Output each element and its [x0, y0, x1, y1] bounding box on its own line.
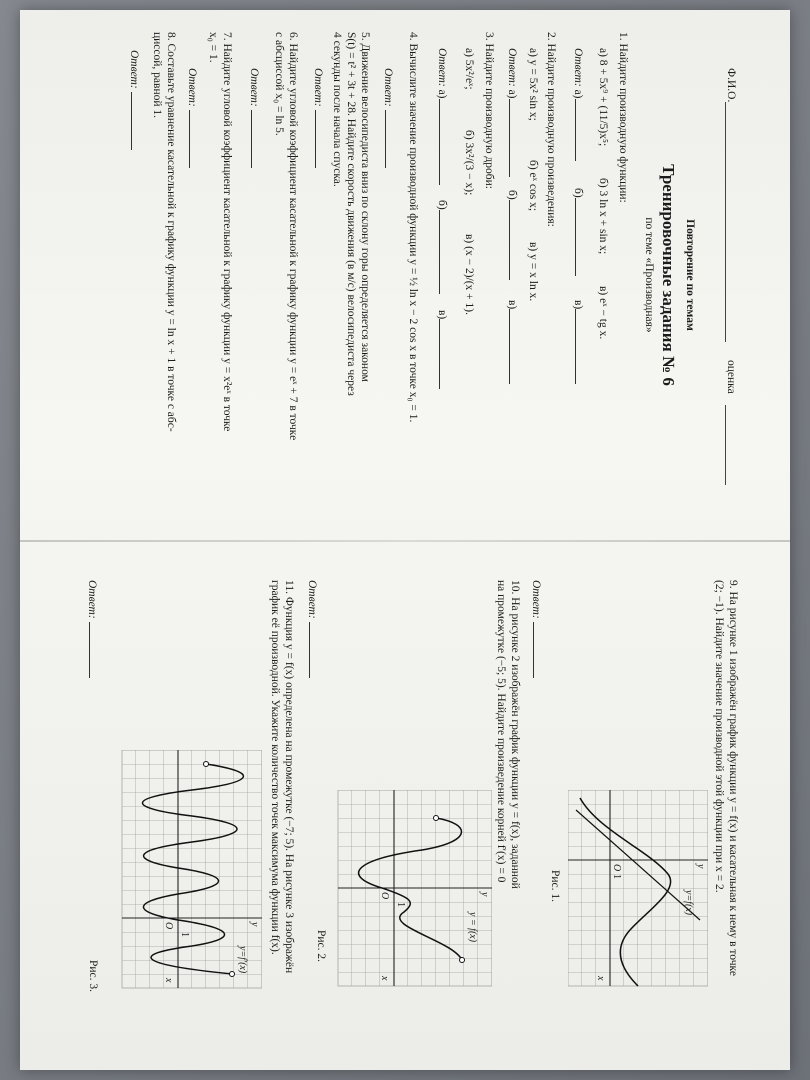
task2-blank-a[interactable] [509, 99, 520, 177]
fig2-x-label: x [379, 976, 390, 981]
task2-answer-label: Ответ: [506, 48, 518, 87]
figure-1-graph [568, 790, 708, 990]
subtitle-top: Повторение по темам [684, 219, 696, 331]
fig3-left-endpoint [204, 762, 209, 767]
task11-blank[interactable] [89, 622, 100, 678]
task9-answer-label: Ответ: [530, 580, 542, 619]
task3-answer-b: б) [436, 200, 448, 210]
task3-answer-c: в) [436, 310, 448, 320]
task3-blank-c[interactable] [439, 319, 450, 389]
task9-line1: 9. На рисунке 1 изображён график функции y = f(x) и касательная к нему в точке [727, 580, 739, 976]
task1-blank-a[interactable] [575, 99, 586, 161]
worksheet-paper [20, 10, 790, 1070]
task3-item-a: а) 5x²/eˣ; [463, 48, 475, 90]
fig2-left-endpoint [434, 816, 439, 821]
fig2-graph-label: y = f(x) [467, 912, 478, 943]
task1-answer-c: в) [572, 300, 584, 310]
figure-2-graph [337, 790, 492, 990]
fig1-one-label: 1 [611, 874, 622, 879]
fig3-y-label: y [249, 922, 260, 927]
fig3-origin-label: O [163, 922, 174, 930]
fig1-x-label: x [595, 976, 606, 981]
task9-blank[interactable] [533, 622, 544, 678]
task1-heading: 1. Найдите производную функции: [617, 32, 629, 203]
page-title: Тренировочные задания № 6 [659, 164, 678, 386]
task8-line1: 8. Составьте уравнение касательной к графику функции y = ln x + 1 в точке с абс- [165, 32, 177, 432]
task4-blank[interactable] [385, 110, 396, 168]
task11-answer-label: Ответ: [86, 580, 98, 619]
task5-blank[interactable] [315, 110, 326, 168]
task2-heading: 2. Найдите производную произведения: [545, 32, 557, 227]
task1-answer-label: Ответ: [572, 48, 584, 87]
grade-label: оценка [725, 360, 737, 394]
fig3-graph-label: y=f′(x) [237, 946, 248, 974]
task6-blank[interactable] [251, 110, 262, 168]
fig3-one-label: 1 [179, 932, 190, 937]
task1-answer-a: а) [572, 89, 584, 99]
figure-2-caption: Рис. 2. [315, 930, 327, 963]
task2-answer-b: б) [506, 190, 518, 200]
fig3-right-endpoint [230, 972, 235, 977]
task2-answer-c: в) [506, 300, 518, 310]
task6-answer-label: Ответ: [248, 68, 260, 107]
task11-line1: 11. Функция y = f(x) определена на промежутке (−7; 5). На рисунке 3 изображён [283, 580, 295, 974]
task9-line2: (2; −1). Найдите значение производной этой функции при x = 2. [713, 580, 725, 893]
task10-blank[interactable] [309, 622, 320, 678]
fig2-one-label: 1 [395, 902, 406, 907]
task2-item-c: в) y = x ln x. [527, 242, 539, 302]
task1-item-c: в) eˣ − tg x. [597, 286, 609, 340]
task3-answer-label: Ответ: [436, 48, 448, 87]
fig2-origin-label: O [379, 892, 390, 900]
figure-3-caption: Рис. 3. [87, 960, 99, 993]
fig2-right-endpoint [460, 958, 465, 963]
task8-line2: циссой, равной 1. [151, 32, 163, 119]
task2-item-b: б) eˣ cos x; [527, 160, 539, 212]
task3-blank-b[interactable] [439, 210, 450, 294]
worksheet-rotated [20, 10, 790, 1070]
task10-line2: на промежутке (−5; 5). Найдите произведение корней f′(x) = 0 [495, 580, 507, 883]
subtitle-topic: по теме «Производная» [643, 217, 655, 333]
figure-3-graph [112, 750, 262, 1000]
task2-item-a: а) y = 5x² sin x; [527, 48, 539, 121]
task2-blank-b[interactable] [509, 200, 520, 280]
fio-line[interactable] [725, 102, 726, 342]
grade-line[interactable] [725, 405, 726, 485]
task1-item-a: а) 8 + 5x⁹ + (11/5)x⁵; [597, 48, 609, 147]
task6-line1: 6. Найдите угловой коэффициент касательной к графику функции y = eˣ + 7 в точке [287, 32, 299, 441]
task10-answer-label: Ответ: [306, 580, 318, 619]
task5-answer-label: Ответ: [312, 68, 324, 107]
task3-answer-a: а) [436, 89, 448, 99]
task2-answer-a: а) [506, 89, 518, 99]
task6-line2: с абсциссой x₀ = ln 5. [273, 32, 285, 136]
task4-text: 4. Вычислите значение производной функции y = ½ ln x − 2 cos x в точке x₀ = 1. [407, 32, 419, 423]
task8-answer-label: Ответ: [128, 50, 140, 89]
task8-blank[interactable] [131, 92, 142, 150]
task1-answer-b: б) [572, 188, 584, 198]
task5-line3: 4 секунды после начала спуска. [331, 32, 343, 187]
fio-label: Ф.И.О. [725, 68, 737, 103]
fig3-x-label: x [163, 978, 174, 983]
task3-item-c: в) (x − 2)/(x + 1). [463, 234, 475, 315]
task4-answer-label: Ответ: [382, 68, 394, 107]
right-column [20, 540, 790, 1070]
task5-line2: S(t) = t² + 3t + 28. Найдите скорость движения (в м/с) велосипедиста через [345, 32, 357, 396]
fig1-y-label: y [695, 864, 706, 869]
fig1-origin-label: O [611, 864, 622, 872]
task7-line1: 7. Найдите угловой коэффициент касательной к графику функции y = x²eˣ в точке [221, 32, 233, 432]
task1-item-b: б) 3 ln x + sin x; [597, 178, 609, 255]
task7-answer-label: Ответ: [186, 68, 198, 107]
fig1-graph-label: y=f(x) [683, 890, 694, 916]
task3-item-b: б) 3x²/(3 − x); [463, 130, 475, 196]
left-column [20, 10, 790, 540]
task2-blank-c[interactable] [509, 309, 520, 384]
figure-1-caption: Рис. 1. [549, 870, 561, 903]
task1-blank-c[interactable] [575, 309, 586, 384]
fig2-y-label: y [479, 892, 490, 897]
task7-line2: x₀ = 1. [207, 32, 219, 63]
task10-line1: 10. На рисунке 2 изображён график функции y = f(x), заданной [509, 580, 521, 889]
task11-line2: график её производной. Укажите количество точек максимума функции f(x). [269, 580, 281, 955]
task5-line1: 5. Движение велосипедиста вниз по склону горы определяется законом [359, 32, 371, 382]
task7-blank[interactable] [189, 110, 200, 168]
task3-heading: 3. Найдите производную дроби: [483, 32, 495, 189]
task1-blank-b[interactable] [575, 198, 586, 276]
task3-blank-a[interactable] [439, 99, 450, 185]
